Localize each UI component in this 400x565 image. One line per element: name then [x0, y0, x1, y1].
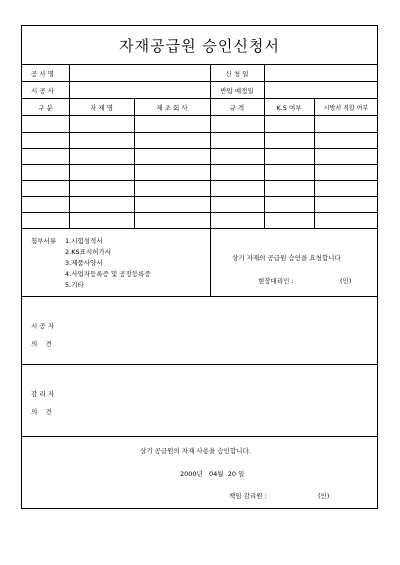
column-header: 구 분 [38, 103, 53, 112]
project-name-label: 공 사 명 [31, 69, 54, 78]
approval-signer: 책임 감리원 : [229, 492, 267, 500]
list-item: 5.기타 [65, 281, 84, 289]
application-date-label: 신 청 일 [225, 69, 249, 78]
divider [314, 98, 315, 228]
supervisor-opinion-label: 감 리 자 [31, 390, 54, 398]
divider [22, 148, 377, 149]
column-header: K.S 여부 [276, 103, 302, 112]
divider [22, 228, 377, 229]
divider [22, 196, 377, 197]
contractor-label: 시 공 사 [31, 86, 54, 95]
contractor-opinion-label: 의 견 [31, 340, 52, 348]
divider [22, 180, 377, 181]
list-item: 1.시험성적서 [65, 237, 103, 245]
contractor-opinion-label: 시 공 자 [31, 322, 54, 330]
approval-statement: 상기 공급원의 자재 사용을 승인합니다. [140, 447, 251, 455]
divider [134, 98, 135, 228]
supervisor-opinion-label: 의 견 [31, 408, 52, 416]
column-header: 제 조 회 사 [156, 103, 188, 112]
divider [264, 98, 265, 228]
divider [69, 64, 70, 98]
list-item: 4.사업자등록증 및 공장등록증 [65, 270, 151, 278]
divider [22, 115, 377, 116]
list-item: 3.제품사양서 [65, 259, 103, 267]
request-statement: 상기 자재의 공급원 승인을 요청합니다 [232, 254, 341, 262]
column-header: 규 격 [229, 103, 245, 112]
divider [22, 436, 377, 437]
divider [264, 64, 265, 98]
divider [69, 98, 70, 228]
approval-form [21, 25, 378, 509]
list-item: 2.KS표시허가서 [65, 248, 111, 256]
divider [210, 98, 211, 228]
column-header: 시방서 적합 여부 [323, 104, 369, 112]
column-header: 자 재 명 [90, 103, 113, 112]
request-signer: 현장대리인 : [258, 277, 294, 285]
request-seal: (인) [340, 277, 352, 285]
delivery-date-label: 반입 예정일 [220, 86, 254, 95]
divider [22, 296, 377, 297]
divider [22, 164, 377, 165]
divider [210, 228, 211, 296]
attachments-label: 첨부서류 [31, 237, 57, 245]
attachments-list [31, 236, 151, 291]
approval-seal: (인) [318, 492, 330, 500]
divider [22, 132, 377, 133]
divider [22, 364, 377, 365]
divider [22, 212, 377, 213]
divider [22, 81, 377, 82]
form-title: 자재공급원 승인신청서 [22, 26, 377, 65]
approval-date: 2000년 04월 20 일 [180, 470, 245, 478]
